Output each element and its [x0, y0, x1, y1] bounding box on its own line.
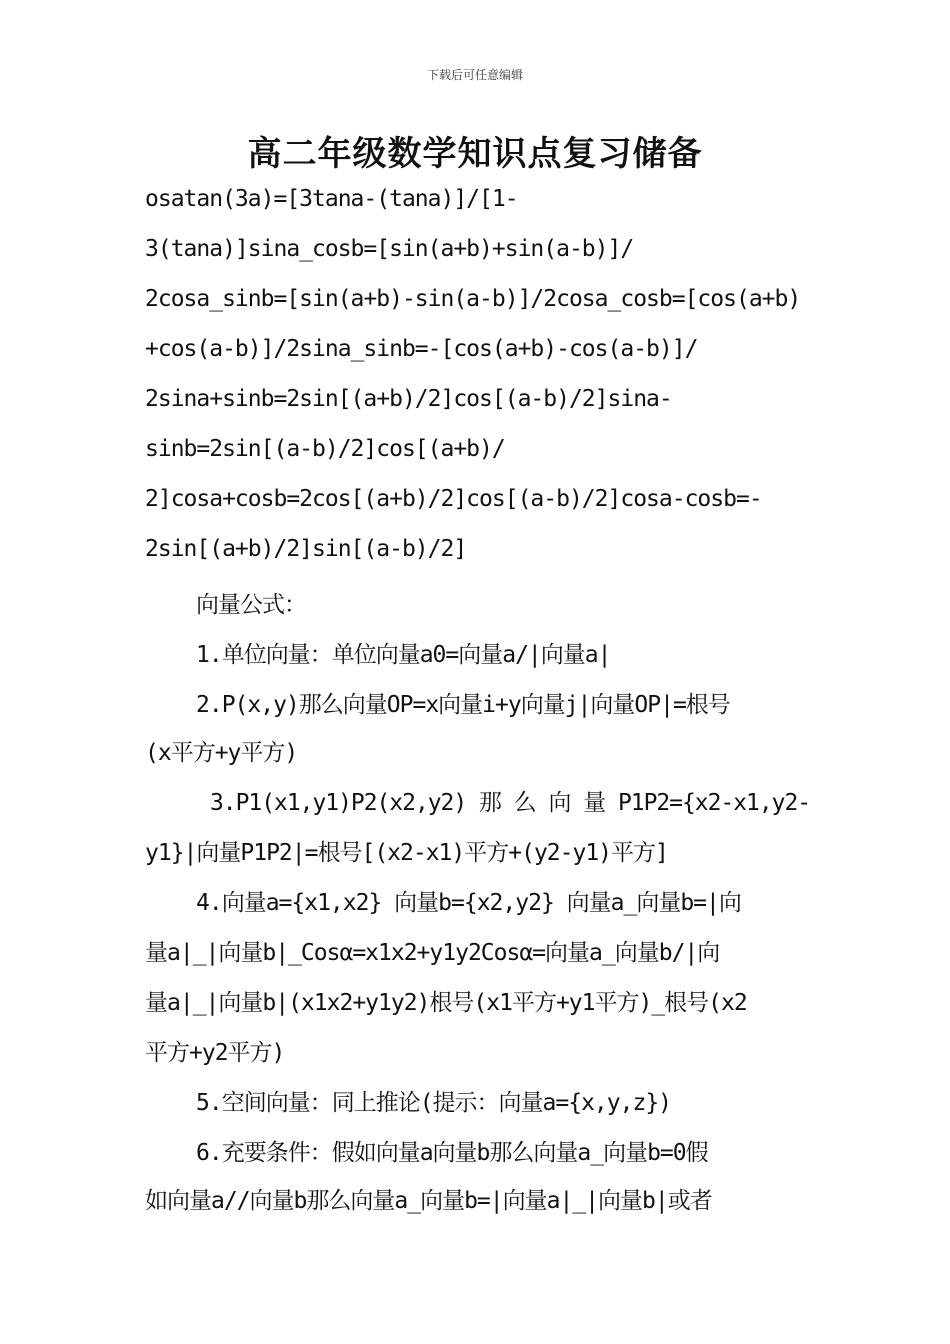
text-line: sinb=2sin[(a-b)/2]cos[(a+b)/: [145, 436, 505, 462]
text-line: 量a|_|向量b|(x1x2+y1y2)根号(x1平方+y1平方)_根号(x2: [145, 990, 747, 1016]
text-line: 4.向量a={x1,x2} 向量b={x2,y2} 向量a_向量b=|向: [196, 890, 741, 916]
text-line: 1.单位向量：单位向量a0=向量a/|向量a|: [196, 642, 611, 668]
text-line: y1}|向量P1P2|=根号[(x2-x1)平方+(y2-y1)平方]: [145, 840, 668, 866]
text-line: 量a|_|向量b|_Cosα=x1x2+y1y2Cosα=向量a_向量b/|向: [145, 940, 720, 966]
section-heading: 向量公式：: [196, 592, 306, 618]
page-header: 下载后可任意编辑: [426, 68, 523, 82]
text-line: +cos(a-b)]/2sina_sinb=-[cos(a+b)-cos(a-b)]/: [145, 336, 698, 362]
text-line: 3(tana)]sina_cosb=[sin(a+b)+sin(a-b)]/: [145, 236, 634, 262]
document-title: 高二年级数学知识点复习储备: [247, 134, 703, 174]
text-line: 2sin[(a+b)/2]sin[(a-b)/2]: [145, 536, 467, 562]
text-line: 5.空间向量：同上推论(提示：向量a={x,y,z}): [196, 1090, 672, 1116]
text-line: 2.P(x,y)那么向量OP=x向量i+y向量j|向量OP|=根号: [196, 692, 730, 718]
text-line: 2cosa_sinb=[sin(a+b)-sin(a-b)]/2cosa_cosb=[cos(a+b): [145, 286, 801, 312]
text-line: 如向量a//向量b那么向量a_向量b=|向量a|_|向量b|或者: [145, 1188, 712, 1214]
text-line: 2]cosa+cosb=2cos[(a+b)/2]cos[(a-b)/2]cosa-cosb=-: [145, 486, 762, 512]
text-line: 平方+y2平方): [145, 1040, 285, 1066]
text-line: 3.P1(x1,y1)P2(x2,y2) 那 么 向 量 P1P2={x2-x1,y2-: [210, 790, 811, 816]
text-line: 6.充要条件：假如向量a向量b那么向量a_向量b=0假: [196, 1140, 708, 1166]
text-line: (x平方+y平方): [145, 740, 298, 766]
text-line: osatan(3a)=[3tana-(tana)]/[1-: [145, 186, 518, 212]
text-line: 2sina+sinb=2sin[(a+b)/2]cos[(a-b)/2]sina-: [145, 386, 672, 412]
